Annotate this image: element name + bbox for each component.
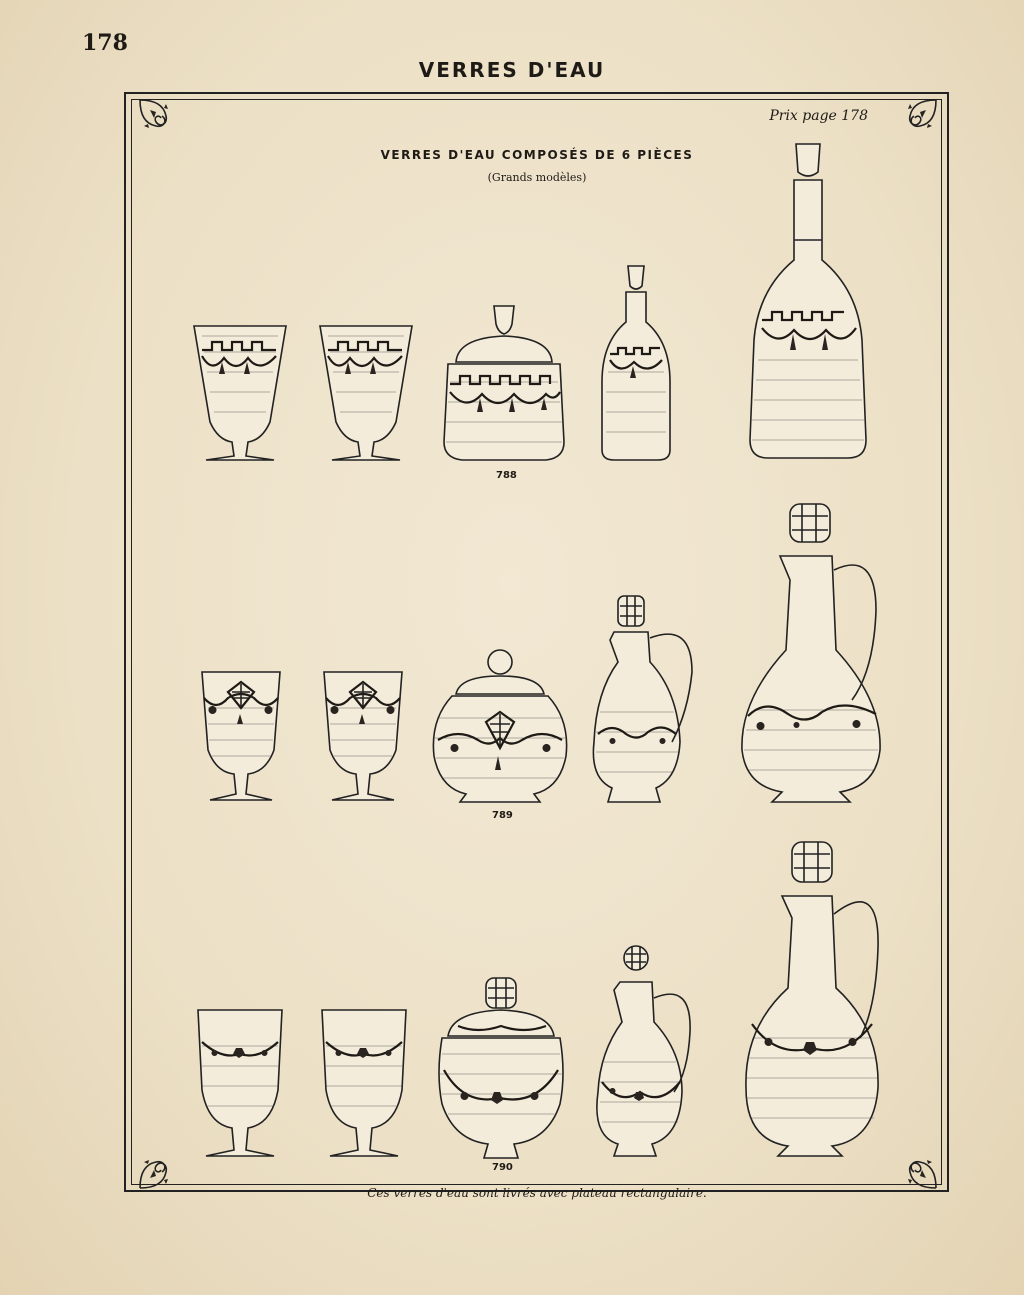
water-glass-788-a — [190, 322, 290, 464]
water-glass-788-b — [316, 322, 416, 464]
section-subtitle: (Grands modèles) — [487, 171, 587, 184]
water-glass-789-a — [198, 668, 284, 804]
large-carafe-788 — [748, 140, 868, 462]
large-ewer-789 — [736, 500, 886, 806]
price-reference: Prix page 178 — [769, 108, 868, 124]
model-number-790: 790 — [492, 1162, 513, 1173]
large-ewer-790 — [742, 838, 882, 1160]
sugar-bowl-790 — [434, 974, 568, 1162]
footer-note: Ces verres d'eau sont livrés avec plateau rectangulaire. — [367, 1186, 707, 1200]
water-glass-789-b — [320, 668, 406, 804]
corner-ornament-top-left — [136, 96, 188, 148]
water-glass-790-a — [192, 1006, 288, 1160]
corner-ornament-bottom-right — [888, 1140, 940, 1192]
corner-ornament-bottom-left — [136, 1140, 188, 1192]
small-carafe-788 — [600, 262, 672, 464]
section-title: VERRES D'EAU COMPOSÉS DE 6 PIÈCES — [380, 148, 694, 162]
page-title: VERRES D'EAU — [418, 58, 606, 82]
small-ewer-789 — [592, 592, 702, 806]
corner-ornament-top-right — [888, 96, 940, 148]
sugar-bowl-789 — [430, 648, 570, 806]
page-number: 178 — [82, 30, 128, 56]
model-number-788: 788 — [496, 470, 517, 481]
small-ewer-790 — [596, 942, 696, 1160]
water-glass-790-b — [316, 1006, 412, 1160]
model-number-789: 789 — [492, 810, 513, 821]
sugar-bowl-788 — [436, 302, 572, 464]
